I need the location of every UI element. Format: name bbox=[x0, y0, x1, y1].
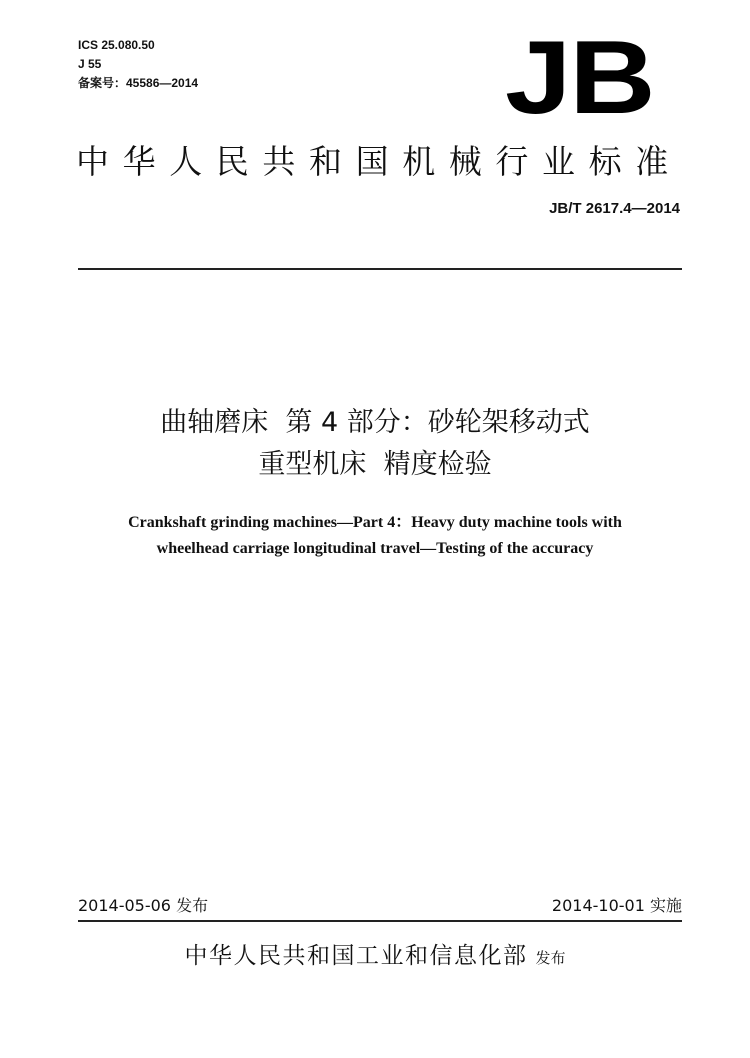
publisher-name: 中华人民共和国工业和信息化部 bbox=[184, 943, 528, 969]
document-title-en-line2: wheelhead carriage longitudinal travel—Testing of the accuracy bbox=[156, 540, 594, 557]
issue-date: 2014-05-06 发布 bbox=[78, 896, 209, 915]
document-title-cn-line1: 曲轴磨床 第 4 部分：砂轮架移动式 bbox=[160, 407, 590, 438]
top-divider bbox=[78, 268, 682, 270]
document-title-cn-line2: 重型机床 精度检验 bbox=[258, 449, 492, 480]
standard-code: JB/T 2617.4—2014 bbox=[549, 200, 680, 217]
ics-code: ICS 25.080.50 bbox=[78, 38, 155, 52]
publisher-line bbox=[0, 941, 750, 973]
bottom-divider bbox=[78, 920, 682, 922]
jb-logo: JB bbox=[505, 20, 654, 136]
document-title-en-line1: Crankshaft grinding machines—Part 4：Heavy duty machine tools with bbox=[128, 514, 622, 531]
publisher-action: 发布 bbox=[535, 949, 566, 967]
classification-code: J 55 bbox=[78, 57, 102, 71]
implementation-date: 2014-10-01 实施 bbox=[551, 896, 682, 915]
standard-title: 中华人民共和国机械行业标准 bbox=[76, 142, 682, 181]
record-number: 备案号：45586—2014 bbox=[78, 76, 199, 90]
